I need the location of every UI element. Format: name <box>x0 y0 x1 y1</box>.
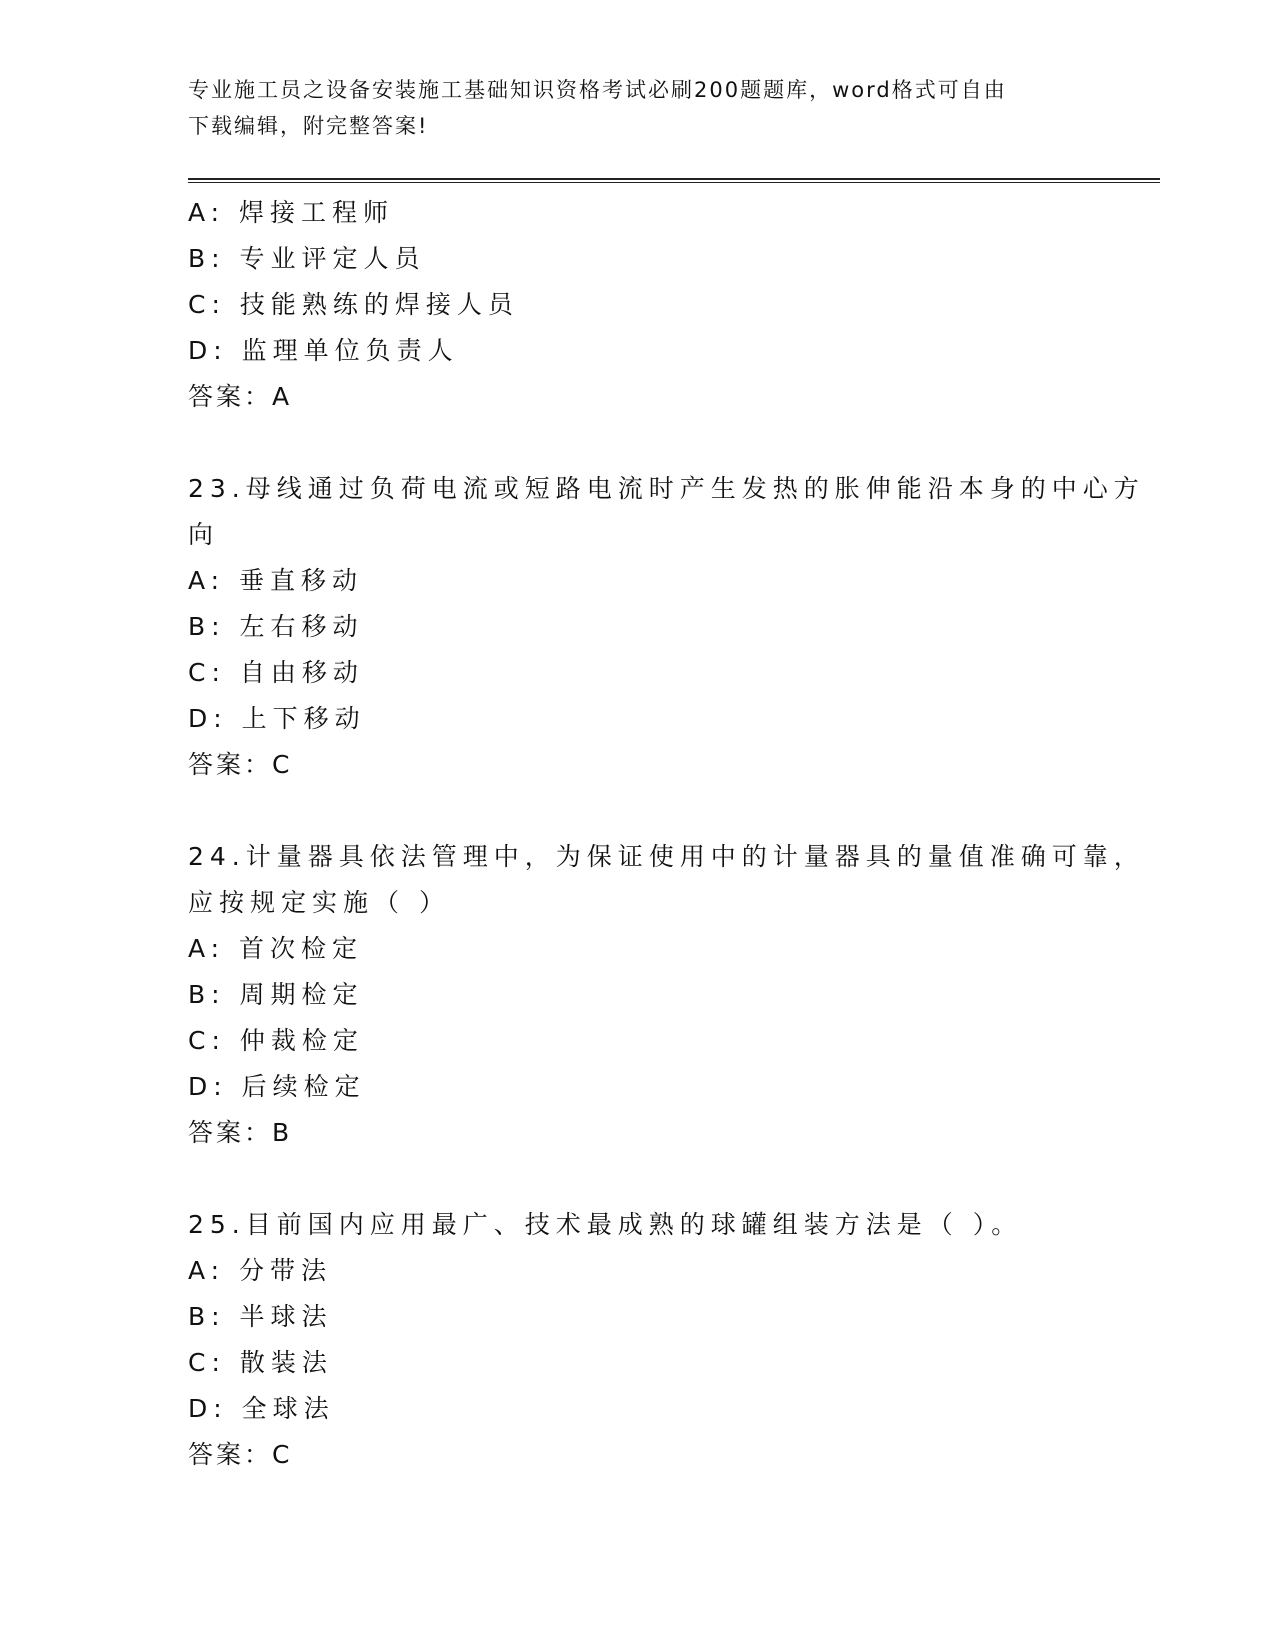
option-d: D: 上下移动 <box>188 704 366 733</box>
option-d: D: 监理单位负责人 <box>188 336 459 365</box>
option-a: A: 焊接工程师 <box>188 198 395 227</box>
header-divider <box>188 178 1160 183</box>
option-a: A: 首次检定 <box>188 934 364 963</box>
question-stem-cont: 应按规定实施（ ） <box>188 888 450 917</box>
header-line-2: 下载编辑，附完整答案! <box>188 114 429 138</box>
option-c: C: 仲裁检定 <box>188 1026 364 1055</box>
option-d: D: 全球法 <box>188 1394 335 1423</box>
spacer <box>188 788 1088 834</box>
answer-line: 答案：C <box>188 1440 293 1469</box>
option-c: C: 技能熟练的焊接人员 <box>188 290 519 319</box>
option-b: B: 半球法 <box>188 1302 333 1331</box>
question-stem-cont: 向 <box>188 520 220 549</box>
answer-line: 答案：B <box>188 1118 293 1147</box>
question-stem: 25.目前国内应用最广、技术最成熟的球罐组装方法是（ ）。 <box>188 1210 1023 1239</box>
option-d: D: 后续检定 <box>188 1072 366 1101</box>
option-a: A: 分带法 <box>188 1256 333 1285</box>
header-line-1: 专业施工员之设备安装施工基础知识资格考试必刷200题题库，word格式可自由 <box>188 78 1007 102</box>
question-stem: 24.计量器具依法管理中，为保证使用中的计量器具的量值准确可靠， <box>188 842 1145 871</box>
question-25 <box>188 1202 1088 1478</box>
question-23 <box>188 466 1145 788</box>
option-c: C: 散装法 <box>188 1348 333 1377</box>
question-24 <box>188 834 1145 1156</box>
spacer <box>188 1156 1088 1202</box>
option-c: C: 自由移动 <box>188 658 364 687</box>
answer-line: 答案：C <box>188 750 293 779</box>
answer-line: 答案：A <box>188 382 293 411</box>
option-b: B: 周期检定 <box>188 980 364 1009</box>
spacer <box>188 420 1088 466</box>
document-header <box>188 72 1088 144</box>
question-list <box>188 190 1145 1478</box>
option-b: B: 左右移动 <box>188 612 364 641</box>
option-b: B: 专业评定人员 <box>188 244 426 273</box>
question-22-partial <box>188 190 1088 420</box>
question-stem: 23.母线通过负荷电流或短路电流时产生发热的胀伸能沿本身的中心方 <box>188 474 1145 503</box>
option-a: A: 垂直移动 <box>188 566 364 595</box>
